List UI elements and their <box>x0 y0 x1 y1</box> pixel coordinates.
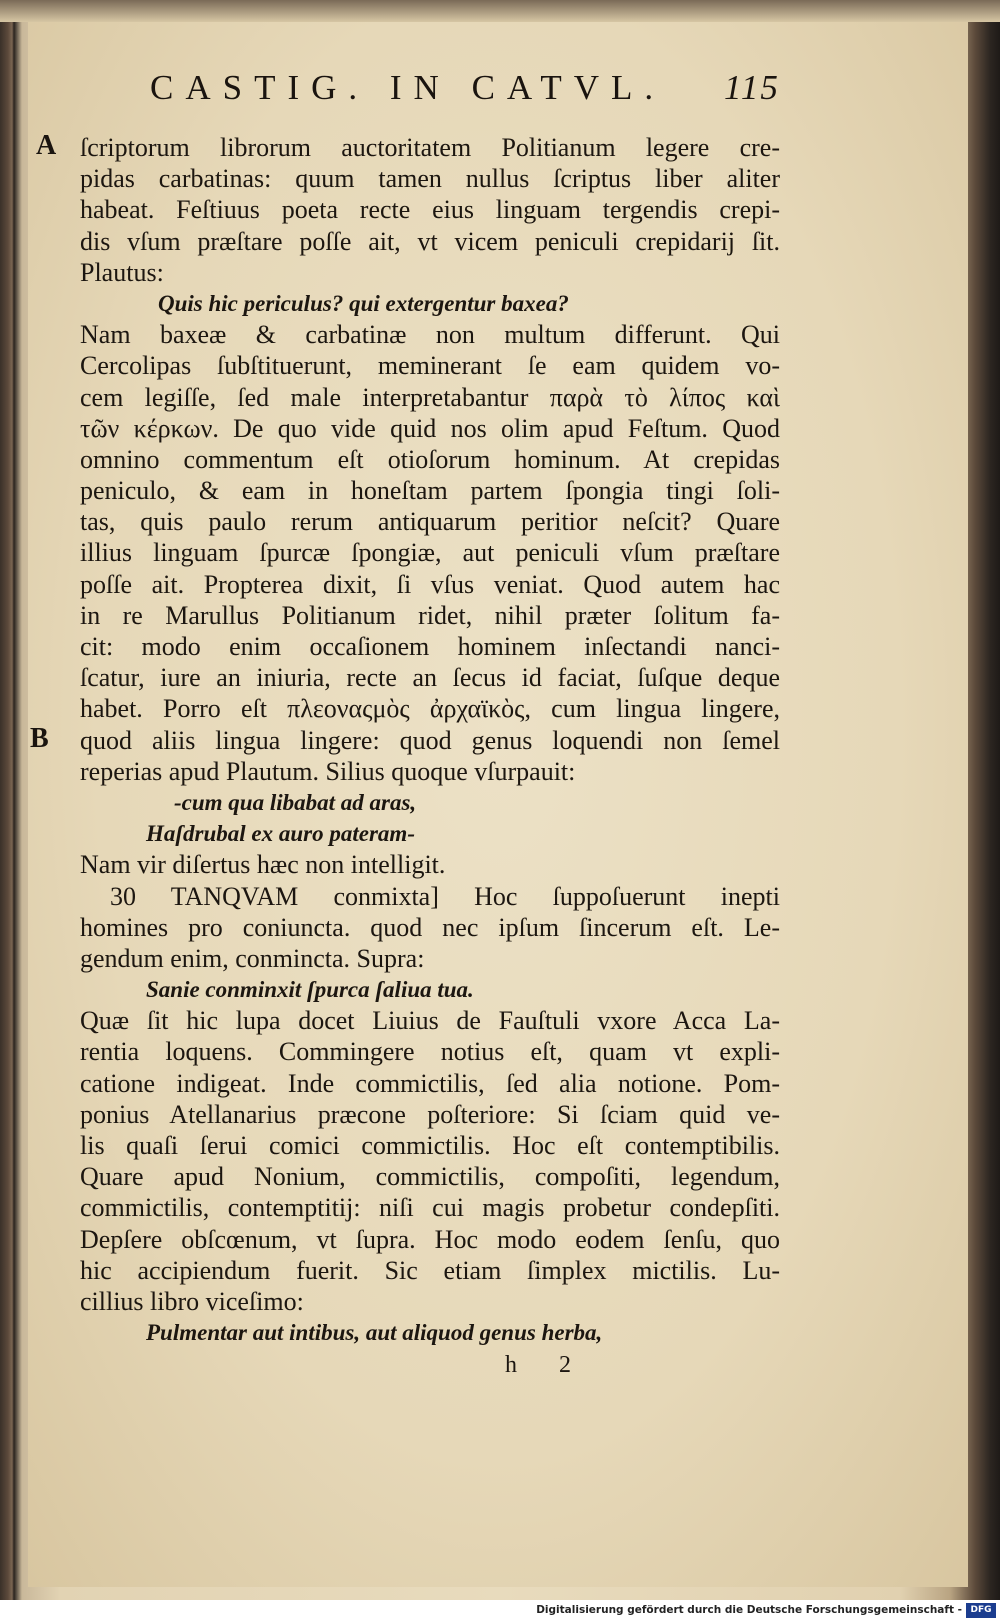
text-line: Nam baxeæ & carbatinæ non multum differunt. Qui <box>80 320 780 350</box>
text-line: habeat. Feſtiuus poeta recte eius linguam tergendis crepi- <box>80 195 780 225</box>
running-title: CASTIG. IN CATVL. <box>150 68 666 107</box>
text-line: ſcriptorum librorum auctoritatem Politianum legere cre- <box>80 133 780 162</box>
text-line: homines pro coniuncta. quod nec ipſum ſincerum eſt. Le- <box>80 912 780 942</box>
lemma-line: 30 TANQVAM conmixta] Hoc ſuppoſuerunt inepti <box>110 881 780 911</box>
quote-line: Sanie conminxit ſpurca ſaliua tua. <box>146 977 474 1003</box>
text-line: Plautus: <box>80 257 164 287</box>
signature-mark: h 2 <box>505 1352 589 1378</box>
text-line: in re Marullus Politianum ridet, nihil præter ſolitum fa- <box>80 600 780 630</box>
quote-line: Haſdrubal ex auro pateram- <box>146 821 415 847</box>
text-line: ponius Atellanarius præcone poſteriore: Si ſciam quid ve- <box>80 1099 780 1129</box>
margin-letter-b: B <box>30 723 49 754</box>
dfg-logo: DFG <box>966 1603 996 1618</box>
text-line: lis quaſi ſerui comici commictilis. Hoc eſt contemptibilis. <box>80 1131 780 1160</box>
text-line: Cercolipas ſubſtituerunt, meminerant ſe eam quidem vo- <box>80 351 780 381</box>
text-line: quod aliis lingua lingere: quod genus loquendi non ſemel <box>80 725 780 755</box>
text-line: Quare apud Nonium, commictilis, compoſiti, legendum, <box>80 1162 780 1192</box>
text-line: gendum enim, conmincta. Supra: <box>80 943 425 973</box>
folio-number: 115 <box>724 68 780 107</box>
funding-credit: Digitalisierung gefördert durch die Deutsche Forschungsgemeinschaft - <box>536 1604 962 1616</box>
text-line: peniculo, & eam in honeſtam partem ſpongia tingi ſoli- <box>80 476 780 506</box>
text-line: τῶν κέρκων. De quo vide quid nos olim apud Feſtum. Quod <box>80 413 780 443</box>
text-line: illius linguam ſpurcæ ſpongiæ, aut peniculi vſum præſtare <box>80 538 780 568</box>
text-line: cit: modo enim occaſionem hominem inſectandi nanci- <box>80 632 780 661</box>
text-line: reperias apud Plautum. Silius quoque vſurpauit: <box>80 756 576 786</box>
text-line: Quæ ſit hic lupa docet Liuius de Fauſtuli vxore Acca La- <box>80 1006 780 1036</box>
text-line: commictilis, contemptitij: niſi cui magis probetur condepſiti. <box>80 1193 780 1223</box>
margin-letter-a: A <box>36 130 57 161</box>
body-text <box>80 132 780 1348</box>
text-line: habet. Porro eſt πλεοναςμὸς ἀρχαϊκὸς, cum lingua lingere, <box>80 694 780 724</box>
text-line: cillius libro viceſimo: <box>80 1286 304 1316</box>
quote-line: -cum qua libabat ad aras, <box>174 789 417 815</box>
text-line: poſſe ait. Propterea dixit, ſi vſus veniat. Quod autem hac <box>80 569 780 599</box>
text-line: omnino commentum eſt otioſorum hominum. At crepidas <box>80 444 780 474</box>
text-line: pidas carbatinas: quum tamen nullus ſcriptus liber aliter <box>80 164 780 194</box>
quote-line: Pulmentar aut intibus, aut aliquod genus herba, <box>146 1320 603 1346</box>
text-line: catione indigeat. Inde commictilis, ſed alia notione. Pom- <box>80 1068 780 1098</box>
quote-line: Quis hic periculus? qui extergentur baxea? <box>158 290 569 316</box>
scan-top-edge <box>0 0 1000 22</box>
text-line: Nam vir diſertus hæc non intelligit. <box>80 850 446 880</box>
text-line: cem legiſſe, ſed male interpretabantur παρὰ τὸ λίπος καὶ <box>80 382 780 412</box>
text-line: tas, quis paulo rerum antiquarum peritior neſcit? Quare <box>80 507 780 537</box>
text-line: hic accipiendum fuerit. Sic etiam ſimplex mictilis. Lu- <box>80 1255 780 1285</box>
text-line: ſcatur, iure an iniuria, recte an ſecus id faciat, ſuſque deque <box>80 663 780 693</box>
footer-bar <box>0 1600 1000 1623</box>
text-line: dis vſum præſtare poſſe ait, vt vicem peniculi crepidarij ſit. <box>80 226 780 256</box>
text-line: Depſere obſcœnum, vt ſupra. Hoc modo eodem ſenſu, quo <box>80 1224 780 1254</box>
text-line: rentia loquens. Commingere notius eſt, quam vt expli- <box>80 1037 780 1067</box>
running-header <box>150 68 810 128</box>
